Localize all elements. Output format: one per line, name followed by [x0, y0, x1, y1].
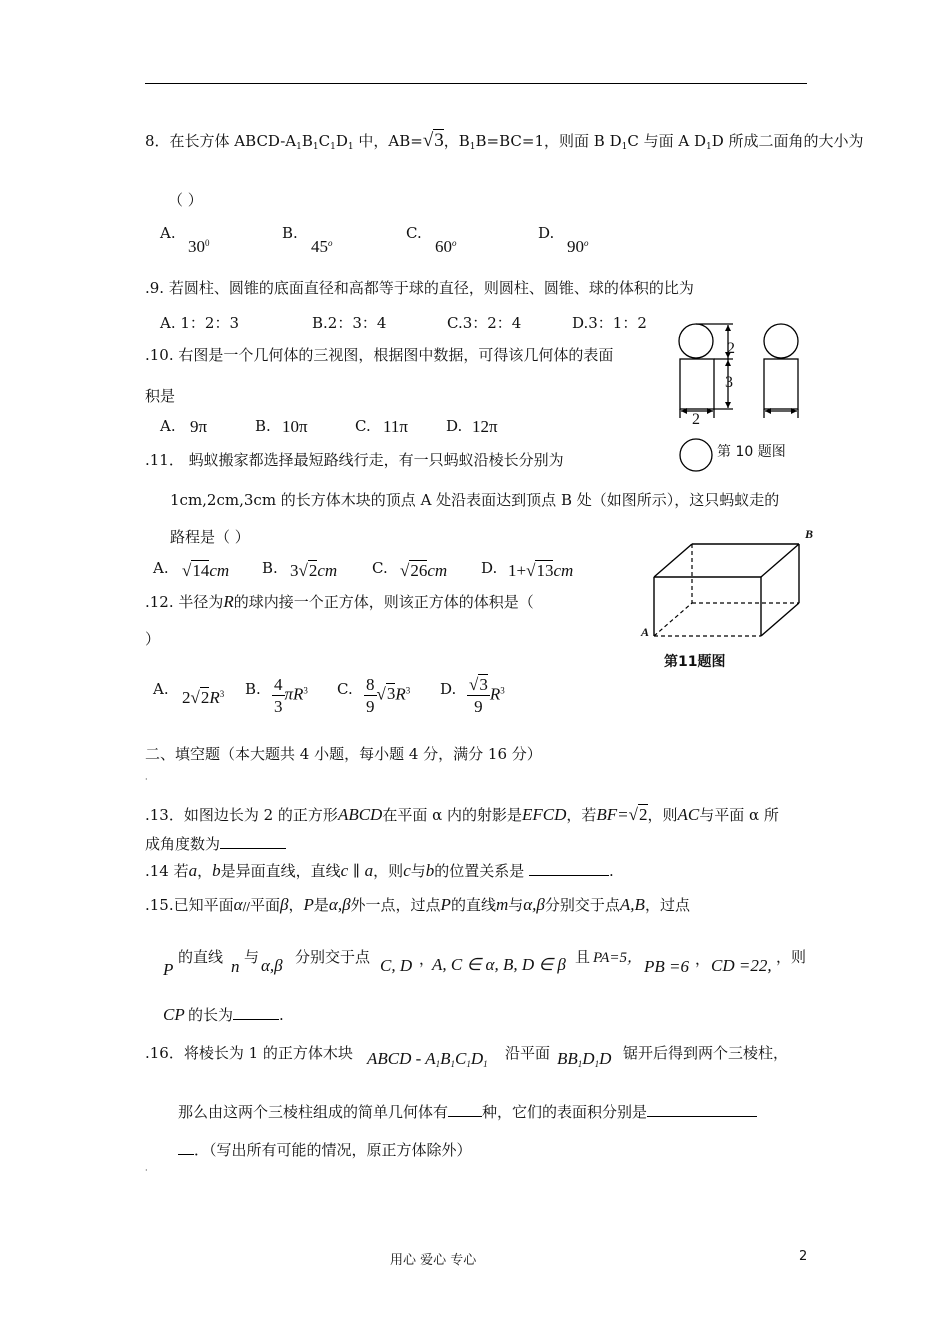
front-view-cylinder: [680, 359, 714, 409]
q10-option-c: 11π: [383, 417, 408, 436]
side-view-cylinder: [764, 359, 798, 409]
q12-option-c-label: C.: [337, 680, 353, 698]
q12-option-a: $2√2R^3$: [182, 688, 225, 707]
q15-line-n: n: [231, 957, 240, 976]
q16-count-blank: [448, 1116, 482, 1117]
q11-option-d-label: D.: [481, 559, 498, 577]
q12-option-c: $\frac{8}{9}$ $√3R^3$: [366, 675, 411, 716]
q15-point-p: P: [163, 960, 174, 979]
q16-line3: ．（写出所有可能的情况，原正方体除外）: [178, 1139, 472, 1160]
q14-stem: .14 若a，b是异面直线，直线c ∥ a，则c与b的位置关系是 .: [145, 861, 614, 880]
q11-option-d: 1+√13cm: [508, 561, 574, 580]
q11-figure-caption: 第11题图: [664, 654, 726, 670]
q10-dim-bottom: 2: [692, 411, 700, 428]
q9-option-b: B.2：3：4: [312, 314, 387, 332]
section-2-heading: 二、填空题（本大题共 4 小题，每小题 4 分，满分 16 分）: [145, 745, 542, 763]
q15-comma: ，: [419, 950, 435, 968]
q16-stem-a: .16．将棱长为 1 的正方体木块: [145, 1044, 353, 1062]
q11-stem: .11． 蚂蚁搬家都选择最短路线行走，有一只蚂蚁沿棱长分别为: [145, 451, 564, 469]
q10-option-a-label: A.: [160, 417, 176, 435]
q11-vertex-a: A: [641, 625, 650, 639]
q13-stem: .13．如图边长为 2 的正方形ABCD在平面 α 内的射影是EFCD，若BF=√2，则AC与平面 α 所: [145, 805, 779, 824]
q12-option-d-label: D.: [440, 680, 457, 698]
side-view-sphere: [764, 324, 798, 358]
q11-option-a-label: A.: [153, 559, 169, 577]
q13-stem-2: 成角度数为: [145, 833, 286, 854]
q16-stem-c: 锯开后得到两个三棱柱，: [623, 1044, 789, 1062]
q10-option-d: 12π: [472, 417, 498, 436]
q9-option-d: D.3：1：2: [572, 314, 647, 332]
q8-option-a-label: A.: [160, 224, 176, 242]
q9-option-c: C.3：2：4: [447, 314, 522, 332]
q12-stem: .12. 半径为R的球内接一个正方体，则该正方体的体积是（: [145, 592, 534, 611]
q15-pb: PB =6: [644, 957, 689, 976]
q8-option-b-label: B.: [282, 224, 298, 242]
q9-stem: .9. 若圆柱、圆锥的底面直径和高都等于球的直径，则圆柱、圆锥、球的体积的比为: [145, 279, 694, 297]
q15-points-cd: C, D: [380, 956, 413, 975]
q8-option-d: 90$^o$: [567, 237, 589, 256]
q8-option-c: 60$^o$: [435, 237, 457, 256]
q10-option-d-label: D.: [446, 417, 463, 435]
q15-membership: A, C ∈ α, B, D ∈ β: [432, 955, 566, 974]
q12-option-d: $\frac{√3}{9}$ $R^3$: [469, 675, 505, 716]
q15-comma-2: ，: [695, 950, 711, 968]
q15-pa: PA=5，: [593, 950, 643, 966]
q8-option-d-label: D.: [538, 224, 555, 242]
q16-line2: 那么由这两个三棱柱组成的简单几何体有 种，它们的表面积分别是: [178, 1101, 757, 1122]
header-rule: [145, 83, 807, 84]
q10-option-c-label: C.: [355, 417, 371, 435]
q11-box-figure: [640, 530, 815, 650]
q10-stem: .10. 右图是一个几何体的三视图，根据图中数据，可得该几何体的表面: [145, 346, 614, 364]
q15-stem: .15.已知平面α//平面β，P是α,β外一点，过点P的直线m与α,β分别交于点A,B，过点: [145, 895, 690, 914]
front-view-sphere: [679, 324, 713, 358]
q8-option-c-label: C.: [406, 224, 422, 242]
q15-line2-e: 且: [575, 948, 591, 966]
q10-option-a: 9π: [190, 417, 208, 436]
q14-answer-blank: [529, 875, 609, 876]
q10-figure-caption: 第 10 题图: [717, 444, 786, 460]
stray-mark-2: ·: [145, 1166, 148, 1175]
q11-stem-2: 1cm,2cm,3cm 的长方体木块的顶点 A 处沿表面达到顶点 B 处（如图所示），这只蚂蚁走的: [170, 491, 780, 509]
q15-line2-f: ，则: [776, 948, 807, 966]
q11-option-c-label: C.: [372, 559, 388, 577]
q15-line2-b: 与: [244, 948, 260, 966]
top-view-circle: [680, 439, 712, 471]
q10-dim-top: 2: [727, 340, 735, 357]
q15-line3: 的长为 .: [188, 1006, 284, 1024]
q11-stem-3: 路程是（ ）: [170, 528, 250, 546]
q15-line2-a: 的直线: [178, 948, 224, 966]
q12-option-a-label: A.: [153, 680, 169, 698]
q12-stem-2: ）: [145, 630, 161, 648]
footer-motto: 用心 爱心 专心: [390, 1253, 477, 1268]
q11-option-b: 3√2cm: [290, 561, 338, 580]
q8-stem: 8．在长方体 ABCD-$A_1B_1C_1D_1$ 中，AB=√3，$B_1B=BC=1$，则面 B $D_1C$ 与面 A $D_1D$ 所成二面角的大小为: [145, 130, 864, 152]
q10-stem-2: 积是: [145, 387, 176, 405]
q15-answer-blank: [233, 1019, 279, 1020]
q16-expr-2: $BB_1D_1D$: [557, 1049, 612, 1069]
q8-option-a: $30^0$: [188, 237, 210, 256]
q16-area-blank: [647, 1116, 757, 1117]
q10-option-b-label: B.: [255, 417, 271, 435]
q15-cd-length: CD =22,: [711, 956, 772, 975]
q8-option-b: 45$^o$: [311, 237, 333, 256]
q11-option-b-label: B.: [262, 559, 278, 577]
q16-stem-b: 沿平面: [505, 1044, 551, 1062]
q12-option-b-label: B.: [245, 680, 261, 698]
q10-dim-middle: 3: [725, 374, 733, 391]
q10-option-b: 10π: [282, 417, 308, 436]
q16-expr-1: ABCD - $A_1B_1C_1D_1$: [367, 1049, 488, 1069]
page-number: 2: [799, 1249, 808, 1264]
q9-option-a: A. 1：2：3: [160, 314, 239, 332]
q12-option-b: $\frac{4}{3}$ $\pi R^3$: [274, 675, 308, 716]
q11-option-c: √26cm: [400, 561, 448, 580]
stray-mark: ·: [145, 775, 148, 784]
q8-paren: （ ）: [168, 191, 203, 209]
q11-option-a: √14cm: [182, 561, 230, 580]
q11-vertex-b: B: [805, 527, 814, 541]
q15-alpha-beta: α,β: [261, 956, 283, 975]
q13-answer-blank: [220, 848, 286, 849]
q15-cp: CP: [163, 1005, 185, 1024]
q15-line2-c: 分别交于点: [295, 948, 371, 966]
